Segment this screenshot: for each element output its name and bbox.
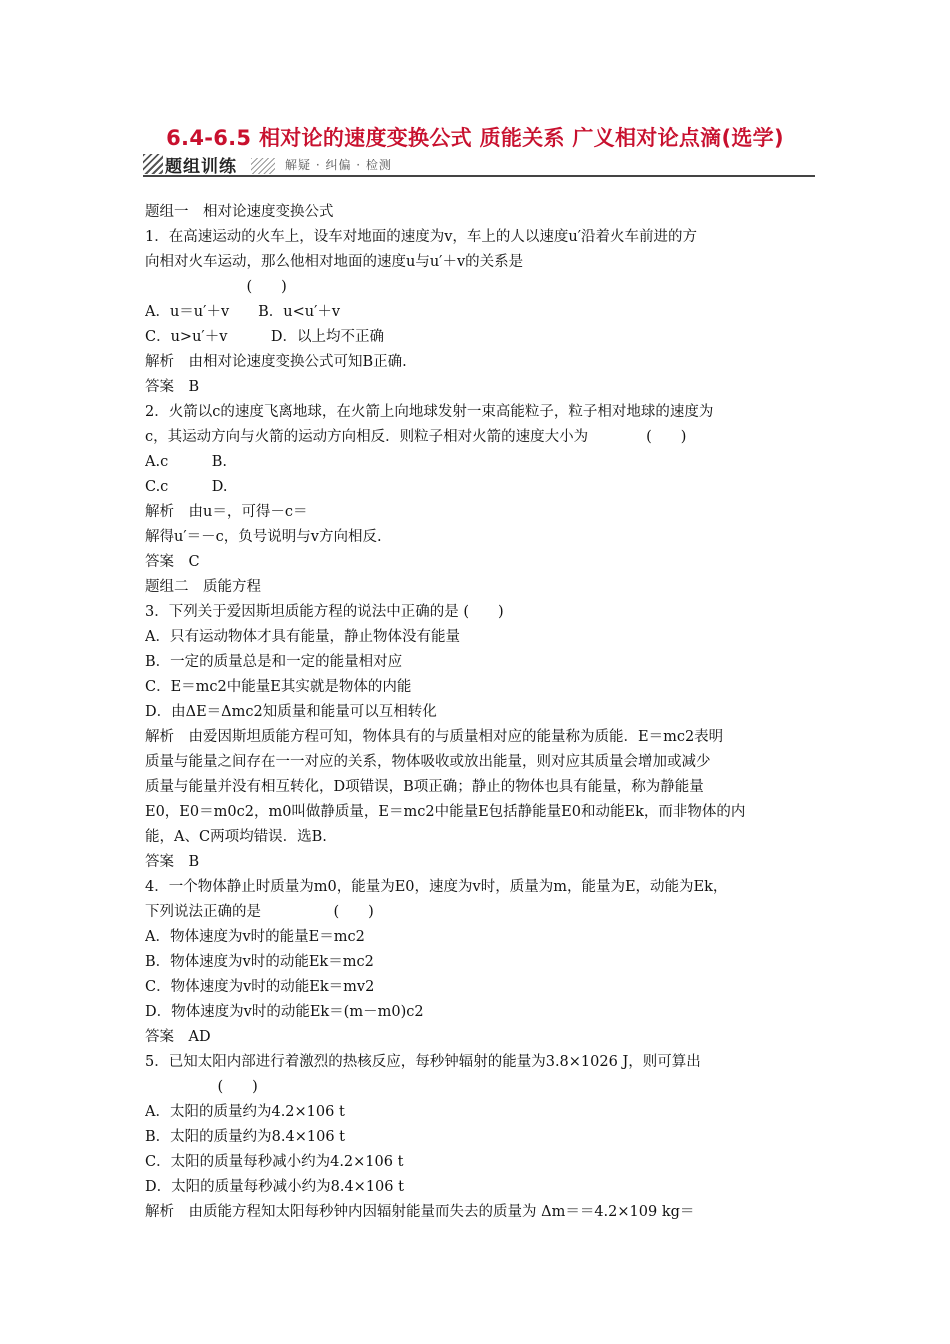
text-line: A．物体速度为v时的能量E＝mc2	[145, 929, 365, 945]
text-line: c，其运动方向与火箭的运动方向相反．则粒子相对火箭的速度大小为 ( )	[145, 429, 687, 445]
text-line: D．物体速度为v时的动能Ek＝(m－m0)c2	[145, 1004, 424, 1020]
text-line: 质量与能量并没有相互转化，D项错误，B项正确；静止的物体也具有能量，称为静能量	[145, 779, 704, 795]
text-line: 解得u′＝－c，负号说明与v方向相反.	[145, 529, 382, 545]
text-line: D．由ΔE＝Δmc2知质量和能量可以互相转化	[145, 704, 437, 720]
text-line: 3．下列关于爱因斯坦质能方程的说法中正确的是 ( )	[145, 604, 504, 620]
text-line: 4．一个物体静止时质量为m0，能量为E0，速度为v时，质量为m，能量为E，动能为Ek，	[145, 879, 728, 895]
text-line: 答案 B	[145, 854, 200, 870]
text-line: A．太阳的质量约为4.2×106 t	[145, 1104, 345, 1120]
text-line: 质量与能量之间存在一一对应的关系，物体吸收或放出能量，则对应其质量会增加或减少	[145, 754, 711, 770]
document-body	[145, 200, 810, 1225]
text-line: 答案 B	[145, 379, 200, 395]
text-line: C．太阳的质量每秒减小约为4.2×106 t	[145, 1154, 404, 1170]
section-banner	[143, 152, 815, 178]
text-line: A．只有运动物体才具有能量，静止物体没有能量	[145, 629, 460, 645]
text-line: B．太阳的质量约为8.4×106 t	[145, 1129, 345, 1145]
text-line: C.c D.	[145, 479, 228, 495]
text-line: 能，A、C两项均错误．选B.	[145, 829, 327, 845]
text-line: 向相对火车运动，那么他相对地面的速度u与u′＋v的关系是	[145, 254, 524, 270]
text-line: 解析 由相对论速度变换公式可知B正确.	[145, 354, 407, 370]
text-line: 下列说法正确的是 ( )	[145, 904, 374, 920]
text-line: C．E＝mc2中能量E其实就是物体的内能	[145, 679, 412, 695]
text-line: 5．已知太阳内部进行着激烈的热核反应，每秒钟辐射的能量为3.8×1026 J，则可算出	[145, 1054, 701, 1070]
banner-subtitle: 解疑 · 纠偏 · 检测	[285, 158, 392, 172]
text-line: A.c B.	[145, 454, 227, 470]
text-line: 解析 由质能方程知太阳每秒钟内因辐射能量而失去的质量为 Δm＝＝4.2×109 kg＝	[145, 1204, 695, 1220]
text-line: 答案 C	[145, 554, 200, 570]
banner-label: 题组训练	[165, 157, 237, 177]
text-line: A．u＝u′＋v B．u<u′＋v	[145, 304, 341, 320]
text-line: 题组一 相对论速度变换公式	[145, 204, 334, 220]
text-line: 解析 由爱因斯坦质能方程可知，物体具有的与质量相对应的能量称为质能．E＝mc2表明	[145, 729, 724, 745]
shade-decoration-icon	[251, 158, 275, 174]
text-line: 题组二 质能方程	[145, 579, 261, 595]
stripes-decoration-icon	[143, 154, 163, 174]
banner-rule	[143, 175, 815, 177]
text-line: E0，E0＝m0c2，m0叫做静质量，E＝mc2中能量E包括静能量E0和动能Ek，而非物体的内	[145, 804, 746, 820]
text-line: C．物体速度为v时的动能Ek＝mv2	[145, 979, 375, 995]
text-line: D．太阳的质量每秒减小约为8.4×106 t	[145, 1179, 404, 1195]
text-line: ( )	[145, 1079, 258, 1095]
text-line: C．u>u′＋v D．以上均不正确	[145, 329, 385, 345]
text-line: 答案 AD	[145, 1029, 211, 1045]
text-line: 2．火箭以c的速度飞离地球，在火箭上向地球发射一束高能粒子，粒子相对地球的速度为	[145, 404, 714, 420]
page-title: 6.4-6.5 相对论的速度变换公式 质能关系 广义相对论点滴(选学)	[166, 126, 784, 150]
text-line: ( )	[145, 279, 287, 295]
text-line: 1．在高速运动的火车上，设车对地面的速度为v，车上的人以速度u′沿着火车前进的方	[145, 229, 698, 245]
text-line: 解析 由u＝，可得－c＝	[145, 504, 308, 520]
text-line: B．物体速度为v时的动能Ek＝mc2	[145, 954, 374, 970]
text-line: B．一定的质量总是和一定的能量相对应	[145, 654, 403, 670]
